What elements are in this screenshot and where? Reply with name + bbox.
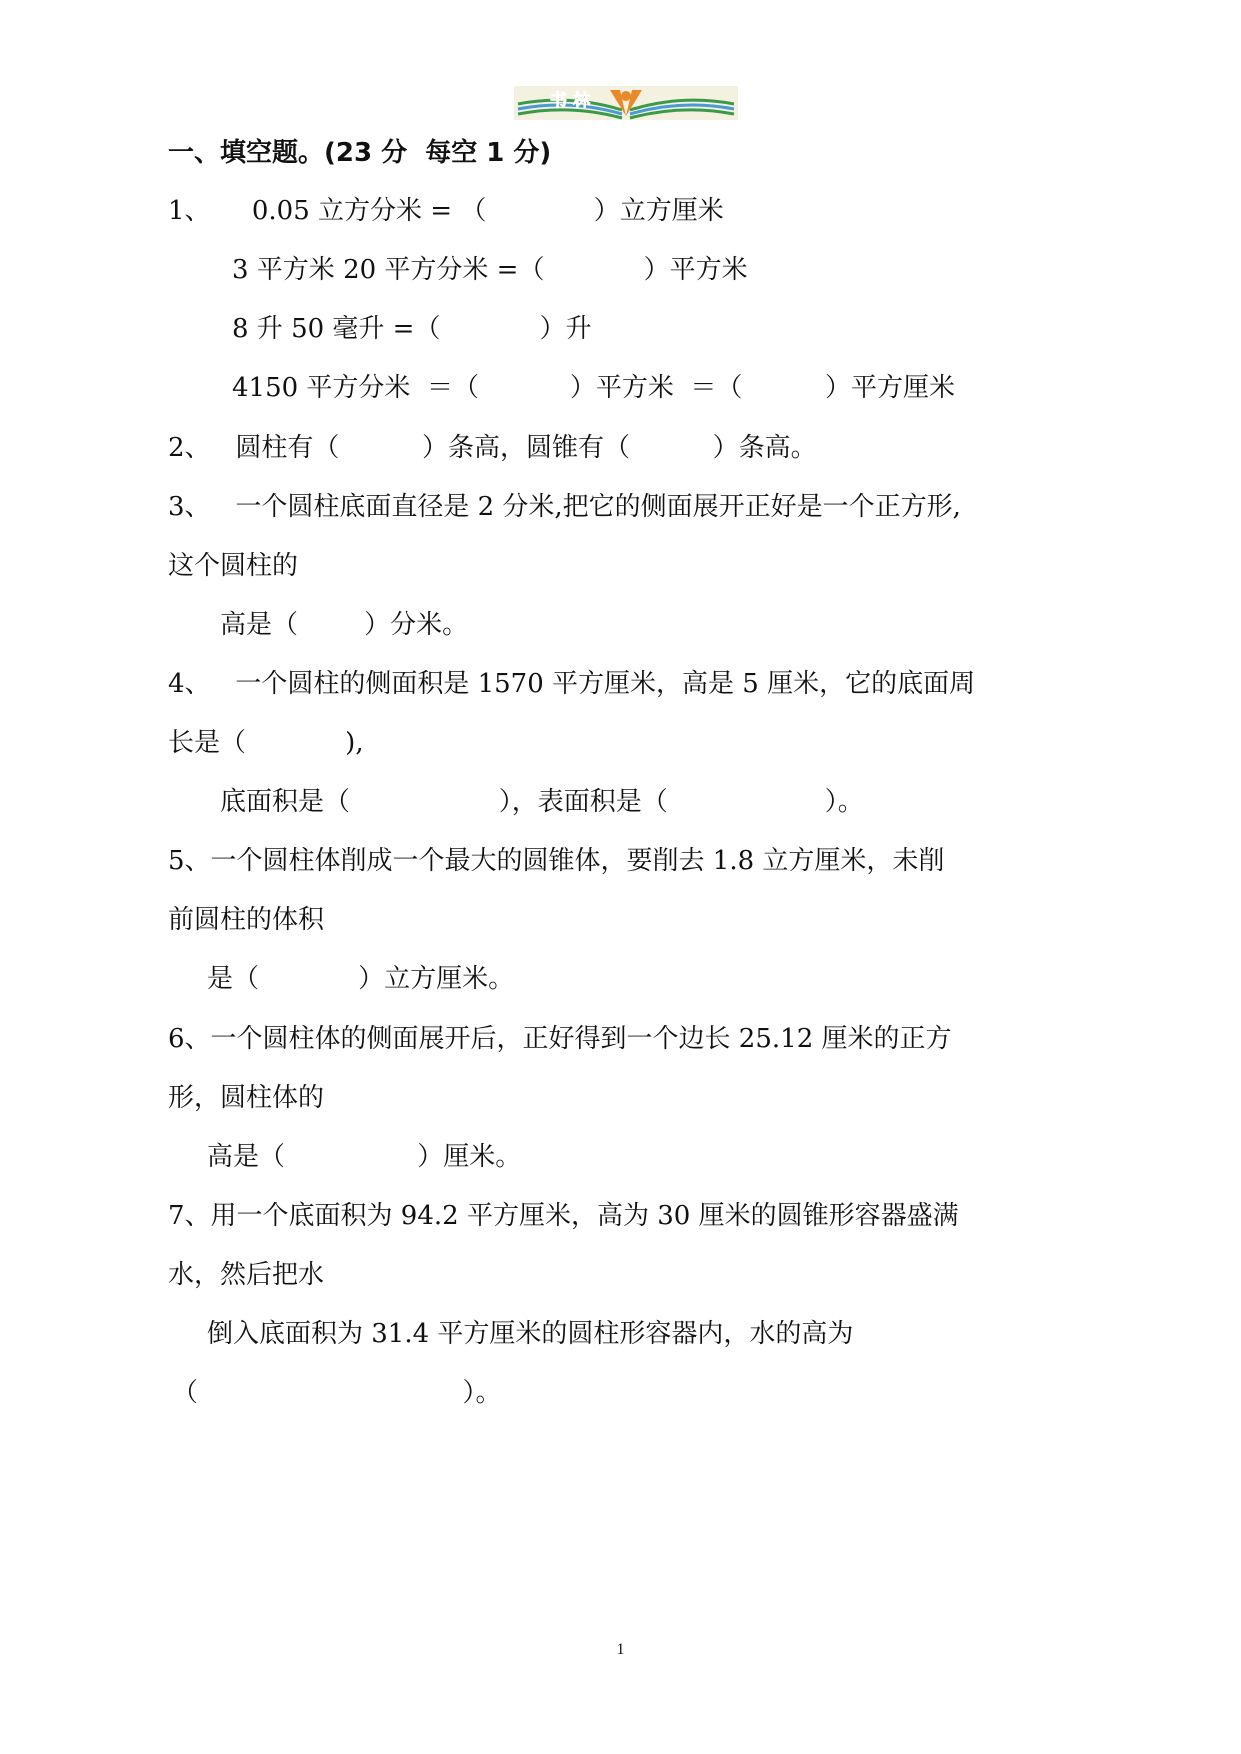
question-1-line-3: 8 升 50 毫升 =（ ）升: [232, 314, 592, 344]
question-1-line-2: 3 平方米 20 平方分米 =（ ）平方米: [232, 255, 748, 285]
question-4-line-3: 底面积是（ ），表面积是（ ）。: [220, 787, 864, 817]
section-title: 一、填空题。(23 分 每空 1 分): [168, 138, 552, 168]
question-6-line-2: 形，圆柱体的: [168, 1083, 325, 1113]
question-5-line-2: 前圆柱的体积: [168, 905, 325, 935]
question-3-line-3: 高是（ ）分米。: [220, 610, 469, 640]
book-logo: [514, 86, 738, 120]
question-7-line-2: 水，然后把水: [168, 1260, 325, 1290]
question-2: 2、 圆柱有（ ）条高，圆锥有（ ）条高。: [168, 433, 817, 463]
question-7-line-3: 倒入底面积为 31.4 平方厘米的圆柱形容器内，水的高为: [207, 1319, 854, 1349]
question-4-line-2: 长是（ ),: [168, 728, 364, 758]
question-3-line-2: 这个圆柱的: [168, 551, 299, 581]
question-7-line-4: （ ）。: [172, 1378, 502, 1408]
question-6-line-1: 6、一个圆柱体的侧面展开后，正好得到一个边长 25.12 厘米的正方: [168, 1024, 952, 1054]
question-6-line-3: 高是（ ）厘米。: [207, 1142, 522, 1172]
question-1-line-4: 4150 平方分米 ＝（ ）平方米 ＝（ ）平方厘米: [232, 373, 956, 403]
question-1-line-1: 1、 0.05 立方分米 = （ ）立方厘米: [168, 196, 724, 226]
question-7-line-1: 7、用一个底面积为 94.2 平方厘米，高为 30 厘米的圆锥形容器盛满: [168, 1201, 959, 1231]
question-5-line-3: 是（ ）立方厘米。: [207, 964, 515, 994]
page-number: 1: [616, 1641, 625, 1658]
question-5-line-1: 5、一个圆柱体削成一个最大的圆锥体，要削去 1.8 立方厘米，未削: [168, 846, 945, 876]
question-4-line-1: 4、 一个圆柱的侧面积是 1570 平方厘米，高是 5 厘米，它的底面周: [168, 669, 976, 699]
question-3-line-1: 3、 一个圆柱底面直径是 2 分米,把它的侧面展开正好是一个正方形,: [168, 492, 961, 522]
logo-text: 书 林: [550, 91, 590, 111]
